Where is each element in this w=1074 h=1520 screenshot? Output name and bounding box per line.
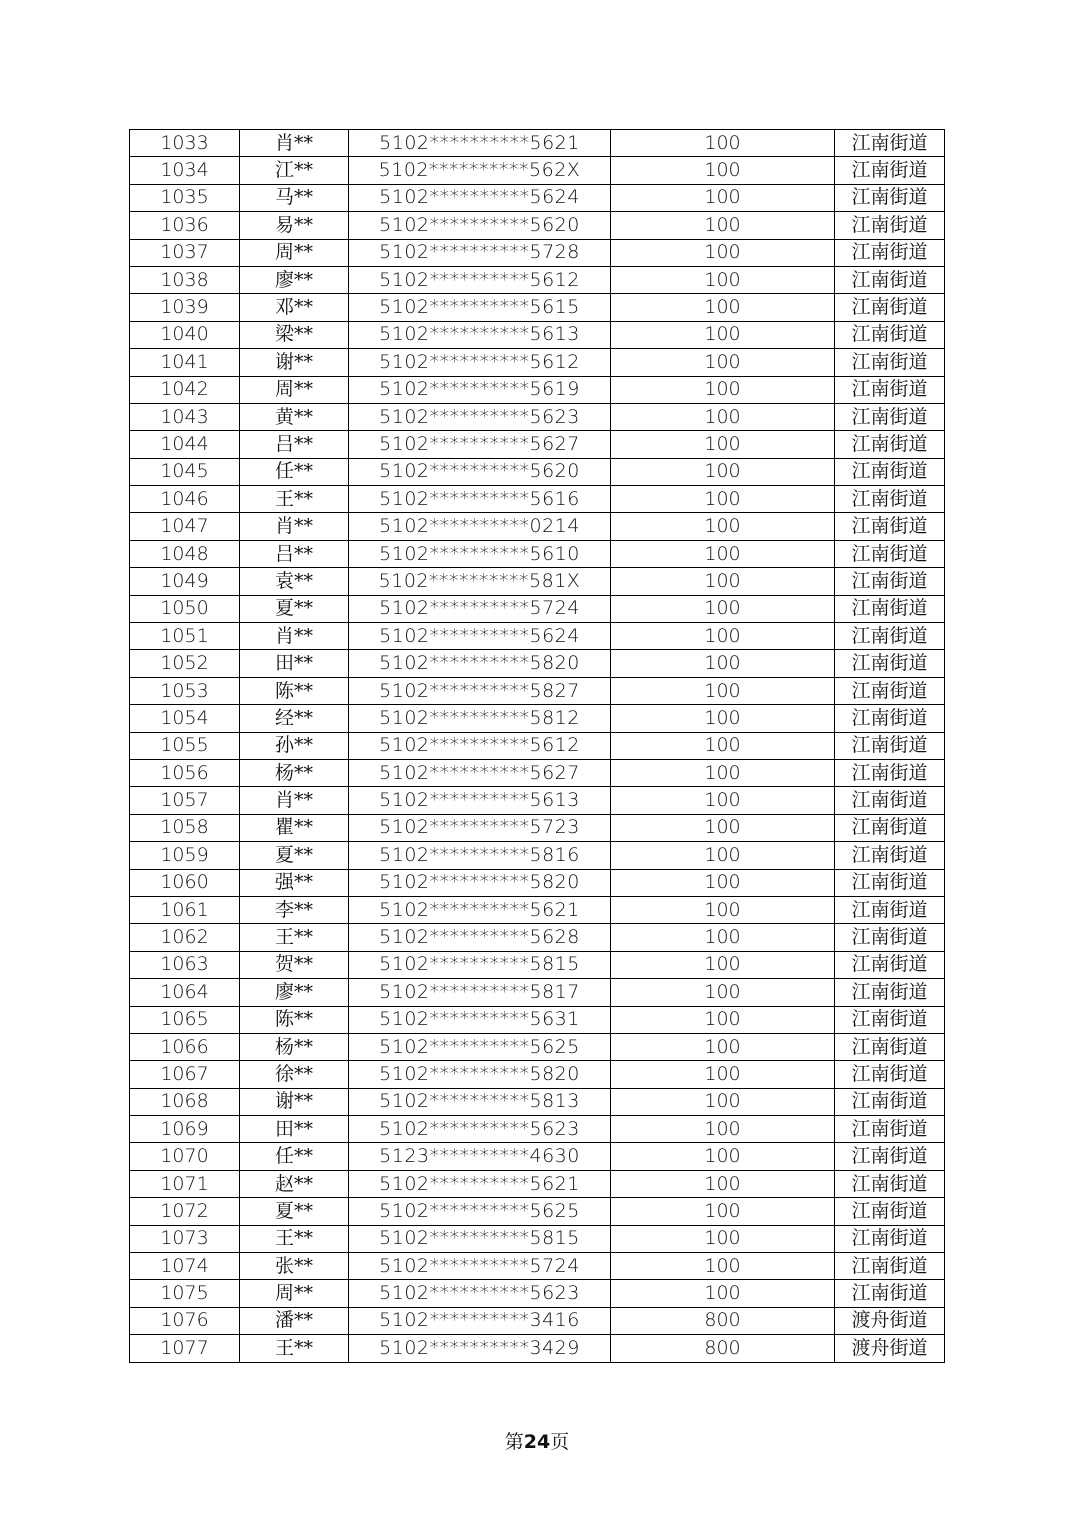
amount-cell: 100 <box>611 376 835 403</box>
id-number-cell: 5102**********5625 <box>349 1033 611 1060</box>
street-cell: 江南街道 <box>835 458 945 485</box>
row-number-cell: 1056 <box>130 759 240 786</box>
id-number-cell: 5102**********5616 <box>349 486 611 513</box>
street-cell: 江南街道 <box>835 842 945 869</box>
name-cell: 任** <box>240 458 349 485</box>
id-number-cell: 5102**********5624 <box>349 623 611 650</box>
table-row <box>130 787 945 814</box>
street-cell: 江南街道 <box>835 568 945 595</box>
table-row <box>130 321 945 348</box>
row-number-cell: 1057 <box>130 787 240 814</box>
table-row <box>130 458 945 485</box>
id-number-cell: 5102**********5612 <box>349 266 611 293</box>
name-cell: 肖** <box>240 130 349 157</box>
table-row <box>130 1143 945 1170</box>
amount-cell: 100 <box>611 1225 835 1252</box>
name-cell: 梁** <box>240 321 349 348</box>
id-number-cell: 5102**********562X <box>349 157 611 184</box>
row-number-cell: 1050 <box>130 595 240 622</box>
row-number-cell: 1061 <box>130 896 240 923</box>
id-number-cell: 5102**********5827 <box>349 677 611 704</box>
id-number-cell: 5102**********5820 <box>349 869 611 896</box>
street-cell: 江南街道 <box>835 403 945 430</box>
amount-cell: 100 <box>611 1116 835 1143</box>
row-number-cell: 1043 <box>130 403 240 430</box>
table-row <box>130 650 945 677</box>
id-number-cell: 5102**********5817 <box>349 979 611 1006</box>
row-number-cell: 1060 <box>130 869 240 896</box>
street-cell: 江南街道 <box>835 1170 945 1197</box>
row-number-cell: 1042 <box>130 376 240 403</box>
table-row <box>130 595 945 622</box>
row-number-cell: 1076 <box>130 1307 240 1334</box>
id-number-cell: 5102**********5621 <box>349 1170 611 1197</box>
street-cell: 渡舟街道 <box>835 1307 945 1334</box>
amount-cell: 100 <box>611 212 835 239</box>
street-cell: 江南街道 <box>835 130 945 157</box>
amount-cell: 100 <box>611 1280 835 1307</box>
street-cell: 江南街道 <box>835 650 945 677</box>
id-number-cell: 5102**********5615 <box>349 294 611 321</box>
row-number-cell: 1041 <box>130 349 240 376</box>
name-cell: 易** <box>240 212 349 239</box>
row-number-cell: 1059 <box>130 842 240 869</box>
id-number-cell: 5102**********5613 <box>349 787 611 814</box>
table-row <box>130 1198 945 1225</box>
street-cell: 江南街道 <box>835 814 945 841</box>
amount-cell: 100 <box>611 1198 835 1225</box>
table-row <box>130 1006 945 1033</box>
amount-cell: 100 <box>611 321 835 348</box>
name-cell: 周** <box>240 1280 349 1307</box>
street-cell: 江南街道 <box>835 1253 945 1280</box>
name-cell: 廖** <box>240 266 349 293</box>
name-cell: 赵** <box>240 1170 349 1197</box>
name-cell: 王** <box>240 486 349 513</box>
row-number-cell: 1072 <box>130 1198 240 1225</box>
id-number-cell: 5102**********581X <box>349 568 611 595</box>
street-cell: 江南街道 <box>835 979 945 1006</box>
id-number-cell: 5123**********4630 <box>349 1143 611 1170</box>
amount-cell: 100 <box>611 650 835 677</box>
street-cell: 江南街道 <box>835 951 945 978</box>
table-row <box>130 1116 945 1143</box>
id-number-cell: 5102**********5815 <box>349 1225 611 1252</box>
street-cell: 江南街道 <box>835 705 945 732</box>
row-number-cell: 1037 <box>130 239 240 266</box>
table-row <box>130 157 945 184</box>
id-number-cell: 5102**********5816 <box>349 842 611 869</box>
row-number-cell: 1073 <box>130 1225 240 1252</box>
name-cell: 强** <box>240 869 349 896</box>
table-row <box>130 239 945 266</box>
amount-cell: 100 <box>611 266 835 293</box>
row-number-cell: 1047 <box>130 513 240 540</box>
name-cell: 周** <box>240 239 349 266</box>
name-cell: 张** <box>240 1253 349 1280</box>
id-number-cell: 5102**********5627 <box>349 759 611 786</box>
table-row <box>130 705 945 732</box>
name-cell: 肖** <box>240 513 349 540</box>
id-number-cell: 5102**********5620 <box>349 212 611 239</box>
id-number-cell: 5102**********5612 <box>349 349 611 376</box>
id-number-cell: 5102**********5812 <box>349 705 611 732</box>
street-cell: 江南街道 <box>835 266 945 293</box>
street-cell: 江南街道 <box>835 759 945 786</box>
row-number-cell: 1071 <box>130 1170 240 1197</box>
table-row <box>130 513 945 540</box>
amount-cell: 100 <box>611 1006 835 1033</box>
table-row <box>130 814 945 841</box>
amount-cell: 100 <box>611 349 835 376</box>
name-cell: 吕** <box>240 431 349 458</box>
name-cell: 周** <box>240 376 349 403</box>
table-row <box>130 979 945 1006</box>
street-cell: 江南街道 <box>835 294 945 321</box>
roster-table <box>129 129 945 1363</box>
id-number-cell: 5102**********5623 <box>349 403 611 430</box>
table-row <box>130 1033 945 1060</box>
name-cell: 杨** <box>240 1033 349 1060</box>
row-number-cell: 1067 <box>130 1061 240 1088</box>
street-cell: 江南街道 <box>835 540 945 567</box>
id-number-cell: 5102**********5724 <box>349 595 611 622</box>
id-number-cell: 5102**********5624 <box>349 184 611 211</box>
amount-cell: 100 <box>611 568 835 595</box>
row-number-cell: 1040 <box>130 321 240 348</box>
amount-cell: 100 <box>611 787 835 814</box>
amount-cell: 100 <box>611 979 835 1006</box>
name-cell: 夏** <box>240 1198 349 1225</box>
name-cell: 陈** <box>240 677 349 704</box>
id-number-cell: 5102**********3429 <box>349 1335 611 1362</box>
amount-cell: 100 <box>611 403 835 430</box>
table-row <box>130 540 945 567</box>
street-cell: 江南街道 <box>835 157 945 184</box>
amount-cell: 100 <box>611 623 835 650</box>
table-row <box>130 1088 945 1115</box>
name-cell: 袁** <box>240 568 349 595</box>
street-cell: 江南街道 <box>835 732 945 759</box>
street-cell: 江南街道 <box>835 212 945 239</box>
table-row <box>130 1280 945 1307</box>
row-number-cell: 1074 <box>130 1253 240 1280</box>
row-number-cell: 1045 <box>130 458 240 485</box>
table-row <box>130 130 945 157</box>
amount-cell: 100 <box>611 595 835 622</box>
amount-cell: 100 <box>611 1170 835 1197</box>
row-number-cell: 1033 <box>130 130 240 157</box>
id-number-cell: 5102**********5623 <box>349 1280 611 1307</box>
name-cell: 夏** <box>240 842 349 869</box>
street-cell: 江南街道 <box>835 1061 945 1088</box>
id-number-cell: 5102**********5628 <box>349 924 611 951</box>
name-cell: 陈** <box>240 1006 349 1033</box>
name-cell: 任** <box>240 1143 349 1170</box>
street-cell: 江南街道 <box>835 1198 945 1225</box>
row-number-cell: 1034 <box>130 157 240 184</box>
table-row <box>130 1170 945 1197</box>
row-number-cell: 1049 <box>130 568 240 595</box>
table-row <box>130 1225 945 1252</box>
name-cell: 杨** <box>240 759 349 786</box>
page-footer <box>0 1427 1074 1454</box>
amount-cell: 100 <box>611 458 835 485</box>
footer-prefix: 第 <box>504 1431 524 1453</box>
name-cell: 瞿** <box>240 814 349 841</box>
table-row <box>130 1307 945 1334</box>
table-row <box>130 431 945 458</box>
name-cell: 肖** <box>240 623 349 650</box>
roster-table-body <box>130 130 945 1363</box>
table-row <box>130 212 945 239</box>
amount-cell: 100 <box>611 184 835 211</box>
id-number-cell: 5102**********5619 <box>349 376 611 403</box>
amount-cell: 100 <box>611 677 835 704</box>
table-row <box>130 403 945 430</box>
id-number-cell: 5102**********5610 <box>349 540 611 567</box>
name-cell: 李** <box>240 896 349 923</box>
id-number-cell: 5102**********5728 <box>349 239 611 266</box>
row-number-cell: 1046 <box>130 486 240 513</box>
name-cell: 徐** <box>240 1061 349 1088</box>
street-cell: 渡舟街道 <box>835 1335 945 1362</box>
amount-cell: 100 <box>611 705 835 732</box>
name-cell: 肖** <box>240 787 349 814</box>
name-cell: 田** <box>240 1116 349 1143</box>
table-row <box>130 349 945 376</box>
table-row <box>130 266 945 293</box>
row-number-cell: 1065 <box>130 1006 240 1033</box>
id-number-cell: 5102**********5620 <box>349 458 611 485</box>
row-number-cell: 1053 <box>130 677 240 704</box>
amount-cell: 100 <box>611 239 835 266</box>
table-row <box>130 1335 945 1362</box>
row-number-cell: 1070 <box>130 1143 240 1170</box>
street-cell: 江南街道 <box>835 1143 945 1170</box>
id-number-cell: 5102**********5621 <box>349 896 611 923</box>
amount-cell: 100 <box>611 157 835 184</box>
street-cell: 江南街道 <box>835 924 945 951</box>
street-cell: 江南街道 <box>835 376 945 403</box>
street-cell: 江南街道 <box>835 1116 945 1143</box>
amount-cell: 100 <box>611 540 835 567</box>
id-number-cell: 5102**********5724 <box>349 1253 611 1280</box>
row-number-cell: 1038 <box>130 266 240 293</box>
table-row <box>130 896 945 923</box>
table-row <box>130 376 945 403</box>
row-number-cell: 1063 <box>130 951 240 978</box>
name-cell: 黄** <box>240 403 349 430</box>
amount-cell: 100 <box>611 896 835 923</box>
id-number-cell: 5102**********5621 <box>349 130 611 157</box>
amount-cell: 100 <box>611 1033 835 1060</box>
amount-cell: 100 <box>611 130 835 157</box>
street-cell: 江南街道 <box>835 896 945 923</box>
street-cell: 江南街道 <box>835 595 945 622</box>
amount-cell: 100 <box>611 1061 835 1088</box>
id-number-cell: 5102**********3416 <box>349 1307 611 1334</box>
amount-cell: 100 <box>611 924 835 951</box>
name-cell: 谢** <box>240 1088 349 1115</box>
name-cell: 贺** <box>240 951 349 978</box>
street-cell: 江南街道 <box>835 1088 945 1115</box>
id-number-cell: 5102**********0214 <box>349 513 611 540</box>
table-row <box>130 486 945 513</box>
id-number-cell: 5102**********5723 <box>349 814 611 841</box>
table-row <box>130 1253 945 1280</box>
amount-cell: 100 <box>611 869 835 896</box>
street-cell: 江南街道 <box>835 787 945 814</box>
row-number-cell: 1036 <box>130 212 240 239</box>
street-cell: 江南街道 <box>835 239 945 266</box>
name-cell: 潘** <box>240 1307 349 1334</box>
table-row <box>130 294 945 321</box>
street-cell: 江南街道 <box>835 349 945 376</box>
table-row <box>130 842 945 869</box>
table-row <box>130 568 945 595</box>
row-number-cell: 1068 <box>130 1088 240 1115</box>
footer-suffix: 页 <box>550 1431 570 1453</box>
row-number-cell: 1066 <box>130 1033 240 1060</box>
table-row <box>130 1061 945 1088</box>
street-cell: 江南街道 <box>835 677 945 704</box>
amount-cell: 100 <box>611 1253 835 1280</box>
street-cell: 江南街道 <box>835 1033 945 1060</box>
amount-cell: 100 <box>611 1143 835 1170</box>
id-number-cell: 5102**********5820 <box>349 1061 611 1088</box>
id-number-cell: 5102**********5627 <box>349 431 611 458</box>
street-cell: 江南街道 <box>835 513 945 540</box>
id-number-cell: 5102**********5820 <box>349 650 611 677</box>
name-cell: 王** <box>240 924 349 951</box>
row-number-cell: 1044 <box>130 431 240 458</box>
id-number-cell: 5102**********5631 <box>349 1006 611 1033</box>
row-number-cell: 1062 <box>130 924 240 951</box>
amount-cell: 100 <box>611 732 835 759</box>
id-number-cell: 5102**********5623 <box>349 1116 611 1143</box>
row-number-cell: 1052 <box>130 650 240 677</box>
table-row <box>130 951 945 978</box>
id-number-cell: 5102**********5612 <box>349 732 611 759</box>
amount-cell: 100 <box>611 951 835 978</box>
name-cell: 王** <box>240 1225 349 1252</box>
amount-cell: 100 <box>611 1088 835 1115</box>
name-cell: 夏** <box>240 595 349 622</box>
row-number-cell: 1058 <box>130 814 240 841</box>
id-number-cell: 5102**********5815 <box>349 951 611 978</box>
name-cell: 谢** <box>240 349 349 376</box>
row-number-cell: 1051 <box>130 623 240 650</box>
amount-cell: 100 <box>611 513 835 540</box>
row-number-cell: 1075 <box>130 1280 240 1307</box>
amount-cell: 100 <box>611 759 835 786</box>
table-row <box>130 924 945 951</box>
street-cell: 江南街道 <box>835 623 945 650</box>
amount-cell: 100 <box>611 294 835 321</box>
row-number-cell: 1069 <box>130 1116 240 1143</box>
name-cell: 田** <box>240 650 349 677</box>
page-number: 24 <box>523 1431 551 1453</box>
street-cell: 江南街道 <box>835 869 945 896</box>
table-row <box>130 732 945 759</box>
name-cell: 廖** <box>240 979 349 1006</box>
table-row <box>130 184 945 211</box>
row-number-cell: 1064 <box>130 979 240 1006</box>
amount-cell: 100 <box>611 486 835 513</box>
table-row <box>130 677 945 704</box>
amount-cell: 800 <box>611 1307 835 1334</box>
street-cell: 江南街道 <box>835 1006 945 1033</box>
id-number-cell: 5102**********5613 <box>349 321 611 348</box>
street-cell: 江南街道 <box>835 486 945 513</box>
table-row <box>130 869 945 896</box>
street-cell: 江南街道 <box>835 1225 945 1252</box>
row-number-cell: 1035 <box>130 184 240 211</box>
row-number-cell: 1055 <box>130 732 240 759</box>
table-row <box>130 759 945 786</box>
name-cell: 孙** <box>240 732 349 759</box>
row-number-cell: 1054 <box>130 705 240 732</box>
amount-cell: 800 <box>611 1335 835 1362</box>
street-cell: 江南街道 <box>835 1280 945 1307</box>
id-number-cell: 5102**********5813 <box>349 1088 611 1115</box>
amount-cell: 100 <box>611 814 835 841</box>
street-cell: 江南街道 <box>835 321 945 348</box>
row-number-cell: 1048 <box>130 540 240 567</box>
street-cell: 江南街道 <box>835 184 945 211</box>
name-cell: 吕** <box>240 540 349 567</box>
name-cell: 经** <box>240 705 349 732</box>
row-number-cell: 1077 <box>130 1335 240 1362</box>
name-cell: 王** <box>240 1335 349 1362</box>
amount-cell: 100 <box>611 842 835 869</box>
name-cell: 江** <box>240 157 349 184</box>
table-row <box>130 623 945 650</box>
amount-cell: 100 <box>611 431 835 458</box>
row-number-cell: 1039 <box>130 294 240 321</box>
id-number-cell: 5102**********5625 <box>349 1198 611 1225</box>
name-cell: 邓** <box>240 294 349 321</box>
name-cell: 马** <box>240 184 349 211</box>
street-cell: 江南街道 <box>835 431 945 458</box>
